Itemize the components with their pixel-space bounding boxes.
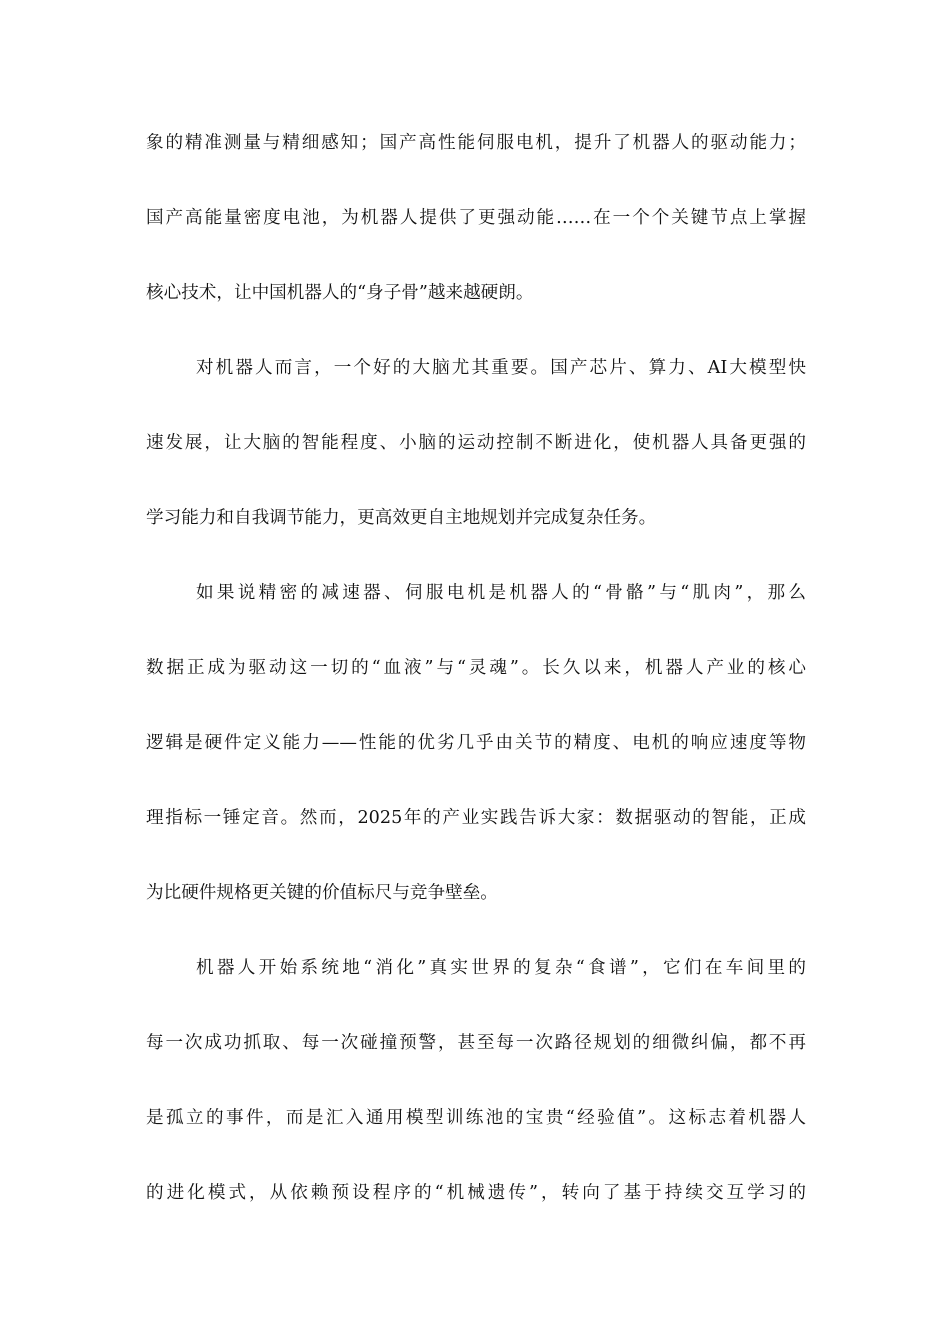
paragraph-4-line-4: 的进化模式，从依赖预设程序的“机械遗传”，转向了基于持续交互学习的 <box>146 1183 806 1203</box>
paragraph-4-line-3: 是孤立的事件，而是汇入通用模型训练池的宝贵“经验值”。这标志着机器人 <box>146 1108 806 1128</box>
paragraph-2-line-3: 学习能力和自我调节能力，更高效更自主地规划并完成复杂任务。 <box>146 508 657 528</box>
paragraph-3-line-3: 逻辑是硬件定义能力——性能的优劣几乎由关节的精度、电机的响应速度等物 <box>146 733 806 753</box>
paragraph-1-line-1: 象的精准测量与精细感知；国产高性能伺服电机，提升了机器人的驱动能力； <box>146 133 806 153</box>
paragraph-3-line-4: 理指标一锤定音。然而，2025年的产业实践告诉大家：数据驱动的智能，正成 <box>146 808 806 828</box>
paragraph-3-line-2: 数据正成为驱动这一切的“血液”与“灵魂”。长久以来，机器人产业的核心 <box>146 658 806 678</box>
paragraph-3-line-5: 为比硬件规格更关键的价值标尺与竞争壁垒。 <box>146 883 498 903</box>
paragraph-2-line-1: 对机器人而言，一个好的大脑尤其重要。国产芯片、算力、AI大模型快 <box>196 358 806 378</box>
paragraph-4-line-2: 每一次成功抓取、每一次碰撞预警，甚至每一次路径规划的细微纠偏，都不再 <box>146 1033 806 1053</box>
paragraph-1-line-2: 国产高能量密度电池，为机器人提供了更强动能……在一个个关键节点上掌握 <box>146 208 806 228</box>
paragraph-1-line-3: 核心技术，让中国机器人的“身子骨”越来越硬朗。 <box>146 283 534 303</box>
paragraph-2-line-2: 速发展，让大脑的智能程度、小脑的运动控制不断进化，使机器人具备更强的 <box>146 433 806 453</box>
paragraph-3-line-1: 如果说精密的减速器、伺服电机是机器人的“骨骼”与“肌肉”，那么 <box>196 583 806 603</box>
paragraph-4-line-1: 机器人开始系统地“消化”真实世界的复杂“食谱”，它们在车间里的 <box>196 958 806 978</box>
